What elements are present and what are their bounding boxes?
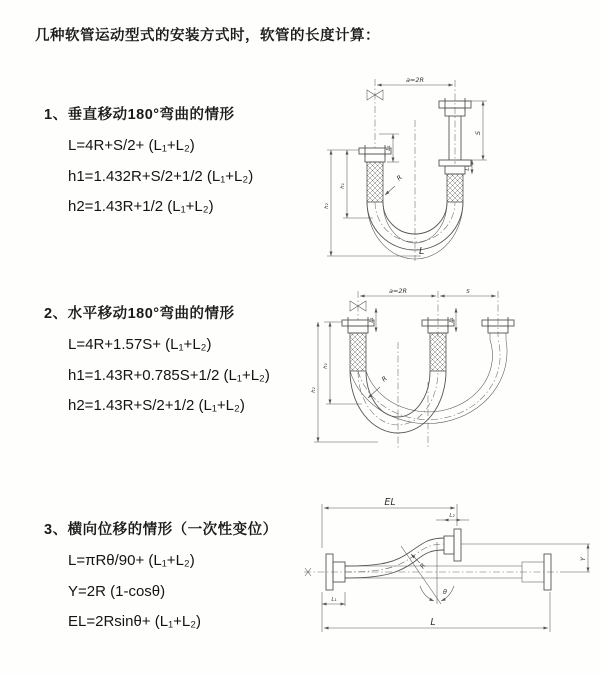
radius-callout [368, 374, 389, 398]
u-bend-hose-position2 [350, 340, 507, 424]
diagram-horizontal-u-bend [310, 282, 535, 457]
radius-label: R [418, 561, 428, 571]
dim-l1-left-label: L₁ [369, 317, 375, 323]
left-braided-hose [350, 333, 366, 371]
formula-y: Y=2R (1-cosθ) [68, 582, 166, 600]
dim-y [560, 544, 590, 572]
angle-theta [401, 542, 454, 604]
radius-callout [385, 173, 404, 195]
radius-label: R [380, 374, 389, 384]
formula-el: EL=2Rsinθ+ (L₁+L₂) [68, 613, 202, 630]
dim-a-label: a=2R [405, 76, 425, 84]
dim-y-label: Y [579, 557, 587, 561]
middle-braided-hose [430, 333, 446, 371]
dim-l-label: L [430, 617, 436, 628]
dim-l1 [322, 592, 345, 606]
section-horizontal-movement [44, 302, 314, 428]
dim-a-2r [360, 287, 436, 296]
page-title: 几种软管运动型式的安装方式时，软管的长度计算： [35, 28, 380, 44]
angle-theta-label: θ [443, 588, 447, 596]
diagram-lateral-displacement [298, 496, 598, 646]
dim-s [457, 101, 487, 160]
dim-l1-left-label: L₁ [386, 145, 392, 151]
dim-l1-mid-label: L₁ [449, 317, 455, 323]
formula-length: L=4R+S/2+ (L₁+L₂) [68, 137, 195, 154]
dim-a-2r [377, 76, 453, 85]
dim-l2-label: L₂ [449, 513, 455, 519]
centerline [304, 568, 560, 576]
dim-s [440, 289, 496, 296]
length-label: L [419, 246, 425, 257]
dim-l2 [436, 513, 469, 520]
dim-h1 [327, 150, 373, 218]
dim-l1-left [369, 308, 376, 332]
diagram-vertical-u-bend [315, 68, 525, 263]
dim-s-label: S [466, 289, 470, 295]
dim-h2-label: h₂ [311, 387, 317, 393]
dim-l1-mid [449, 308, 456, 332]
formula-h2: h2=1.43R+S/2+1/2 (L₁+L₂) [68, 397, 245, 414]
section-1-heading: 1、垂直移动180°弯曲的情形 [44, 107, 235, 123]
right-braided-hose [447, 174, 463, 202]
dim-l [322, 592, 550, 632]
formula-h1: h1=1.43R+0.785S+1/2 (L₁+L₂) [68, 366, 270, 384]
dim-h2 [311, 322, 378, 442]
formula-length: L=πRθ/90+ (L₁+L₂) [68, 552, 195, 569]
left-braided-hose [367, 162, 383, 202]
formula-length: L=4R+1.57S+ (L₁+L₂) [68, 336, 212, 353]
dim-el [322, 497, 457, 548]
formula-h1: h1=1.432R+S/2+1/2 (L₁+L₂) [68, 167, 254, 185]
radius-label: R [395, 173, 404, 183]
centerlines [358, 291, 498, 450]
dim-h1-label: h₁ [340, 183, 346, 189]
dim-h2-label: h₂ [324, 203, 330, 209]
dim-h1-label: h₁ [323, 363, 329, 369]
section-vertical-movement [44, 103, 314, 229]
formula-h2: h2=1.43R+1/2 (L₁+L₂) [68, 198, 214, 215]
dim-l1-label: L₁ [331, 597, 337, 603]
section-2-heading: 2、水平移动180°弯曲的情形 [44, 306, 235, 322]
section-3-heading: 3、横向位移的情形（一次性变位） [44, 522, 278, 538]
dim-s-label: S [474, 130, 482, 136]
dim-l1-right-label: L₁ [465, 165, 471, 171]
displaced-flange [444, 529, 590, 561]
dim-a-label: a=2R [388, 287, 408, 295]
dim-el-label: EL [384, 497, 396, 508]
section-lateral-displacement [44, 518, 314, 644]
